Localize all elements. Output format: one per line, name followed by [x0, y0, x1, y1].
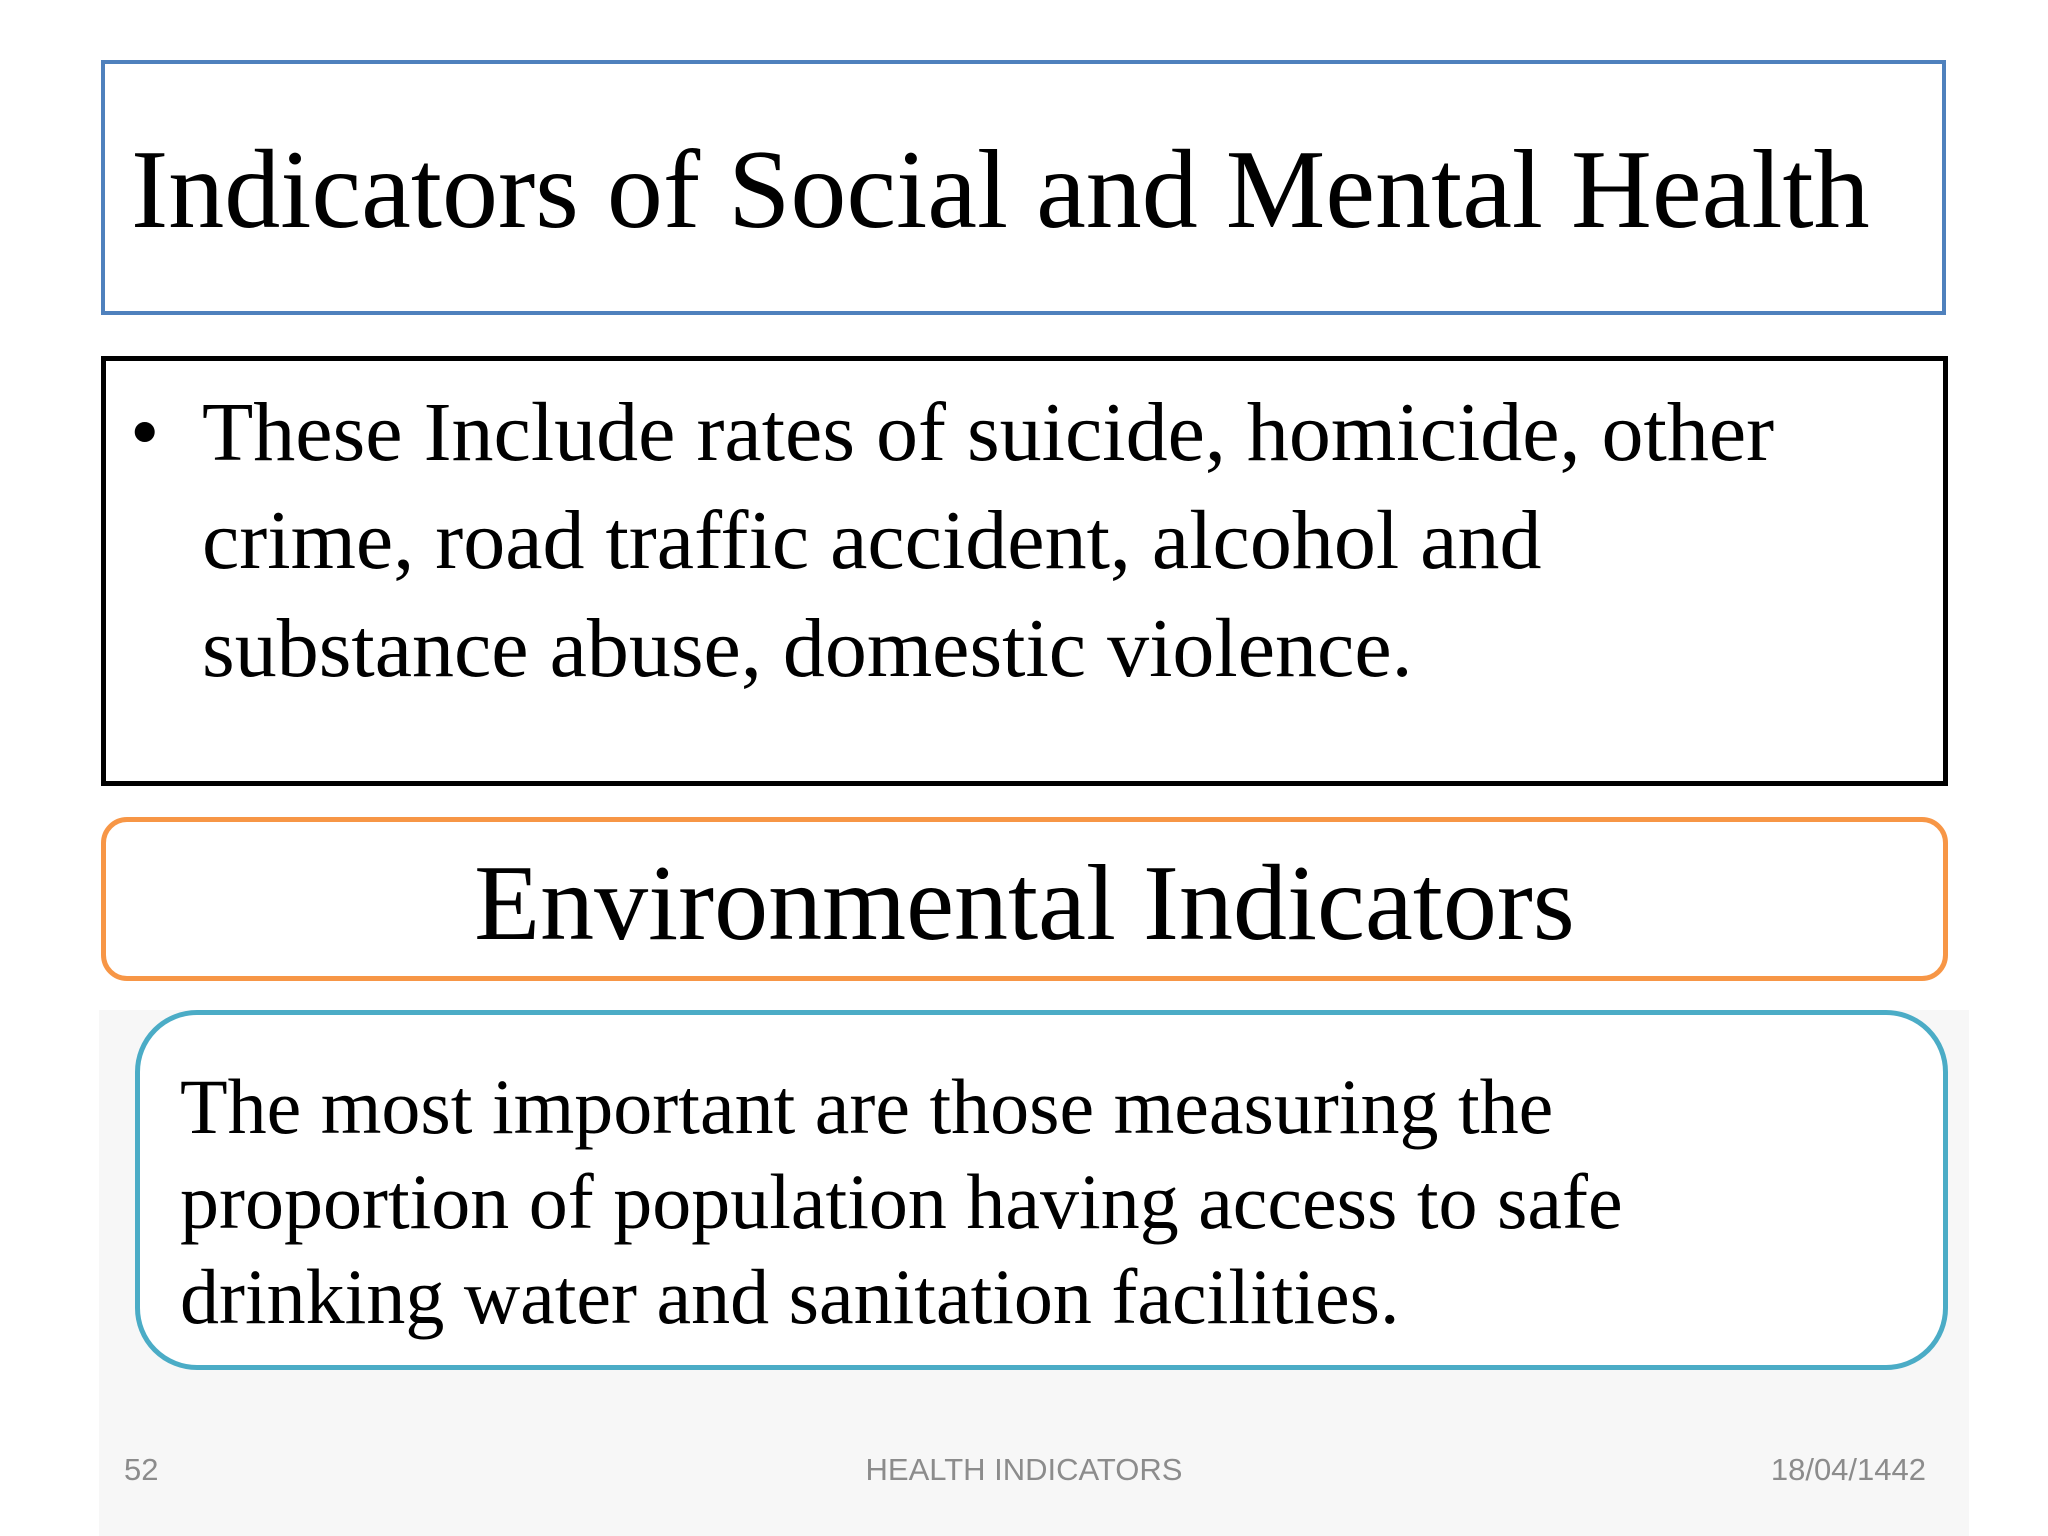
content-line: drinking water and sanitation facilities.	[180, 1253, 1400, 1340]
slide-number: 52	[124, 1452, 159, 1487]
slide-title: Indicators of Social and Mental Health	[131, 128, 1870, 252]
bullet-line: These Include rates of suicide, homicide, other	[202, 386, 1775, 479]
footer-title: HEALTH INDICATORS	[865, 1452, 1183, 1487]
bullet-text	[202, 379, 1774, 703]
bullet-line: crime, road traffic accident, alcohol and	[202, 494, 1542, 587]
content-line: proportion of population having access to safe	[180, 1158, 1623, 1245]
environmental-text	[180, 1059, 1623, 1344]
environmental-content-box	[135, 1010, 1948, 1370]
environmental-heading: Environmental Indicators	[474, 844, 1575, 963]
social-indicators-box	[101, 356, 1948, 786]
bullet-icon: •	[130, 386, 160, 479]
title-box	[101, 60, 1946, 315]
bullet-line: substance abuse, domestic violence.	[202, 602, 1413, 695]
content-line: The most important are those measuring the	[180, 1063, 1554, 1150]
footer-date: 18/04/1442	[1770, 1452, 1926, 1487]
environmental-heading-box	[101, 817, 1948, 981]
